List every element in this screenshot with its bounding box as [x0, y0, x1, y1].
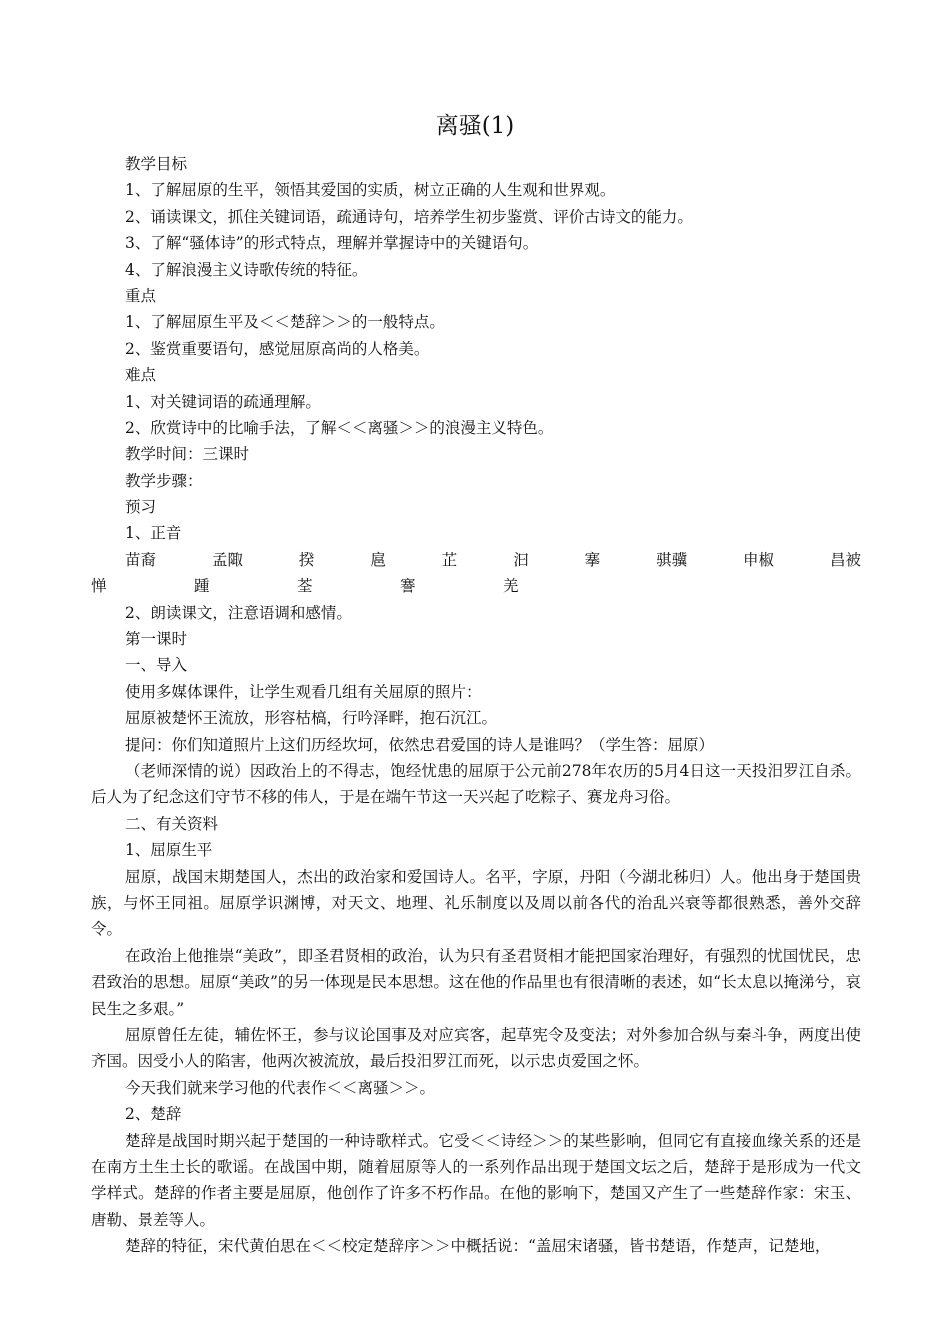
bio-heading: 1、屈原生平: [125, 841, 213, 860]
materials-heading: 二、有关资料: [125, 814, 219, 833]
objective-item: 4、了解浪漫主义诗歌传统的特征。: [125, 260, 368, 279]
intro-line: 提问：你们知道照片上这们历经坎坷，依然忠君爱国的诗人是谁吗？（学生答：屈原）: [125, 735, 715, 754]
objectives-heading: 教学目标: [125, 155, 188, 173]
pronunciation-word: 骐骥: [656, 550, 688, 569]
difficult-heading: 难点: [125, 366, 157, 385]
difficult-point: 1、对关键词语的疏通理解。: [125, 392, 321, 411]
pronunciation-word: 揆: [298, 550, 315, 569]
pronunciation-word: 扈: [370, 550, 386, 569]
pronunciation-word: 申椒: [743, 550, 775, 569]
objective-item: 1、了解屈原的生平，领悟其爱国的实质，树立正确的人生观和世界观。: [125, 181, 616, 200]
pronunciation-word: 謇: [400, 577, 416, 596]
teaching-time: 教学时间：三课时: [125, 445, 250, 464]
chuci-paragraph: 楚辞是战国时期兴起于楚国的一种诗歌样式。它受＜＜诗经＞＞的某些影响，但同它有直接血缘关系的还是在南方土生土长的歌谣。在战国中期，随着屈原等人的一系列作品出现于楚国文坛之后，楚辞于是形成为一代文学样式。楚辞的作者主要是屈原，他创作了许多不朽作品。在他的影响下，楚国又产生了一些楚辞作家：宋玉、唐勒、景差等人。: [91, 1131, 861, 1229]
teaching-steps: 教学步骤：: [125, 471, 203, 490]
intro-paragraph: （老师深情的说）因政治上的不得志，饱经忧患的屈原于公元前278年农历的5月4日这一天投汨罗江自杀。后人为了纪念这们守节不移的伟人，于是在端午节这一天兴起了吃粽子、赛龙舟习俗。: [91, 761, 861, 807]
pronunciation-row-1: [91, 547, 861, 573]
chuci-paragraph: 楚辞的特征，宋代黄伯思在＜＜校定楚辞序＞＞中概括说：“盖屈宋诸骚，皆书楚语，作楚声，记楚地，: [125, 1237, 831, 1256]
pronunciation-row-2: [91, 573, 861, 599]
pronunciation-word: 孟陬: [211, 550, 243, 569]
pronunciation-word: 汩: [513, 550, 529, 569]
intro-heading: 一、导入: [125, 656, 188, 675]
lesson-heading: 第一课时: [125, 630, 188, 649]
pronunciation-heading: 1、正音: [125, 524, 182, 543]
document-title: 离骚(1): [435, 113, 515, 139]
intro-line: 使用多媒体课件，让学生观看几组有关屈原的照片：: [125, 682, 482, 701]
intro-line: 屈原被楚怀王流放，形容枯槁，行吟泽畔，抱石沉江。: [125, 709, 498, 728]
pronunciation-word: 惮: [91, 577, 107, 596]
key-point: 2、鉴赏重要语句，感觉屈原高尚的人格美。: [125, 339, 430, 358]
difficult-point: 2、欣赏诗中的比喻手法，了解＜＜离骚＞＞的浪漫主义特色。: [125, 418, 554, 437]
objective-item: 3、了解“骚体诗”的形式特点，理解并掌握诗中的关键语句。: [125, 234, 539, 253]
bio-paragraph: 在政治上他推崇“美政”，即圣君贤相的政治，认为只有圣君贤相才能把国家治理好，有强烈的忧国忧民，忠君致治的思想。屈原“美政”的另一体现是民本思想。这在他的作品里也有很清晰的表述，如“长太息以掩涕兮，哀民生之多艰。”: [91, 946, 861, 1018]
key-point: 1、了解屈原生平及＜＜楚辞＞＞的一般特点。: [125, 313, 445, 332]
document-body: [91, 151, 861, 1260]
pronunciation-word: 昌被: [829, 550, 861, 569]
pronunciation-word: 苗裔: [125, 550, 157, 569]
reading-task: 2、朗读课文，注意语调和感情。: [125, 603, 352, 622]
preview-heading: 预习: [125, 498, 157, 517]
pronunciation-word: 羌: [503, 577, 519, 596]
pronunciation-word: 搴: [584, 550, 601, 569]
bio-paragraph: 屈原曾任左徒，辅佐怀王，参与议论国事及对应宾客，起草宪令及变法；对外参加合纵与秦斗争，两度出使齐国。因受小人的陷害，他两次被流放，最后投汨罗江而死，以示忠贞爱国之怀。: [91, 1026, 861, 1071]
pronunciation-word: 芷: [441, 550, 458, 569]
chuci-heading: 2、楚辞: [125, 1105, 182, 1124]
objective-item: 2、诵读课文，抓住关键词语，疏通诗句，培养学生初步鉴赏、评价古诗文的能力。: [125, 207, 693, 226]
pronunciation-word: 荃: [297, 577, 313, 596]
bio-closing: 今天我们就来学习他的代表作＜＜离骚＞＞。: [125, 1078, 436, 1097]
pronunciation-word: 踵: [194, 577, 210, 596]
key-heading: 重点: [125, 286, 157, 305]
bio-paragraph: 屈原，战国末期楚国人，杰出的政治家和爱国诗人。名平，字原，丹阳（今湖北秭归）人。他出身于楚国贵族，与怀王同祖。屈原学识渊博，对天文、地理、礼乐制度以及周以前各代的治乱兴衰等都很熟悉，善外交辞令。: [91, 867, 861, 939]
